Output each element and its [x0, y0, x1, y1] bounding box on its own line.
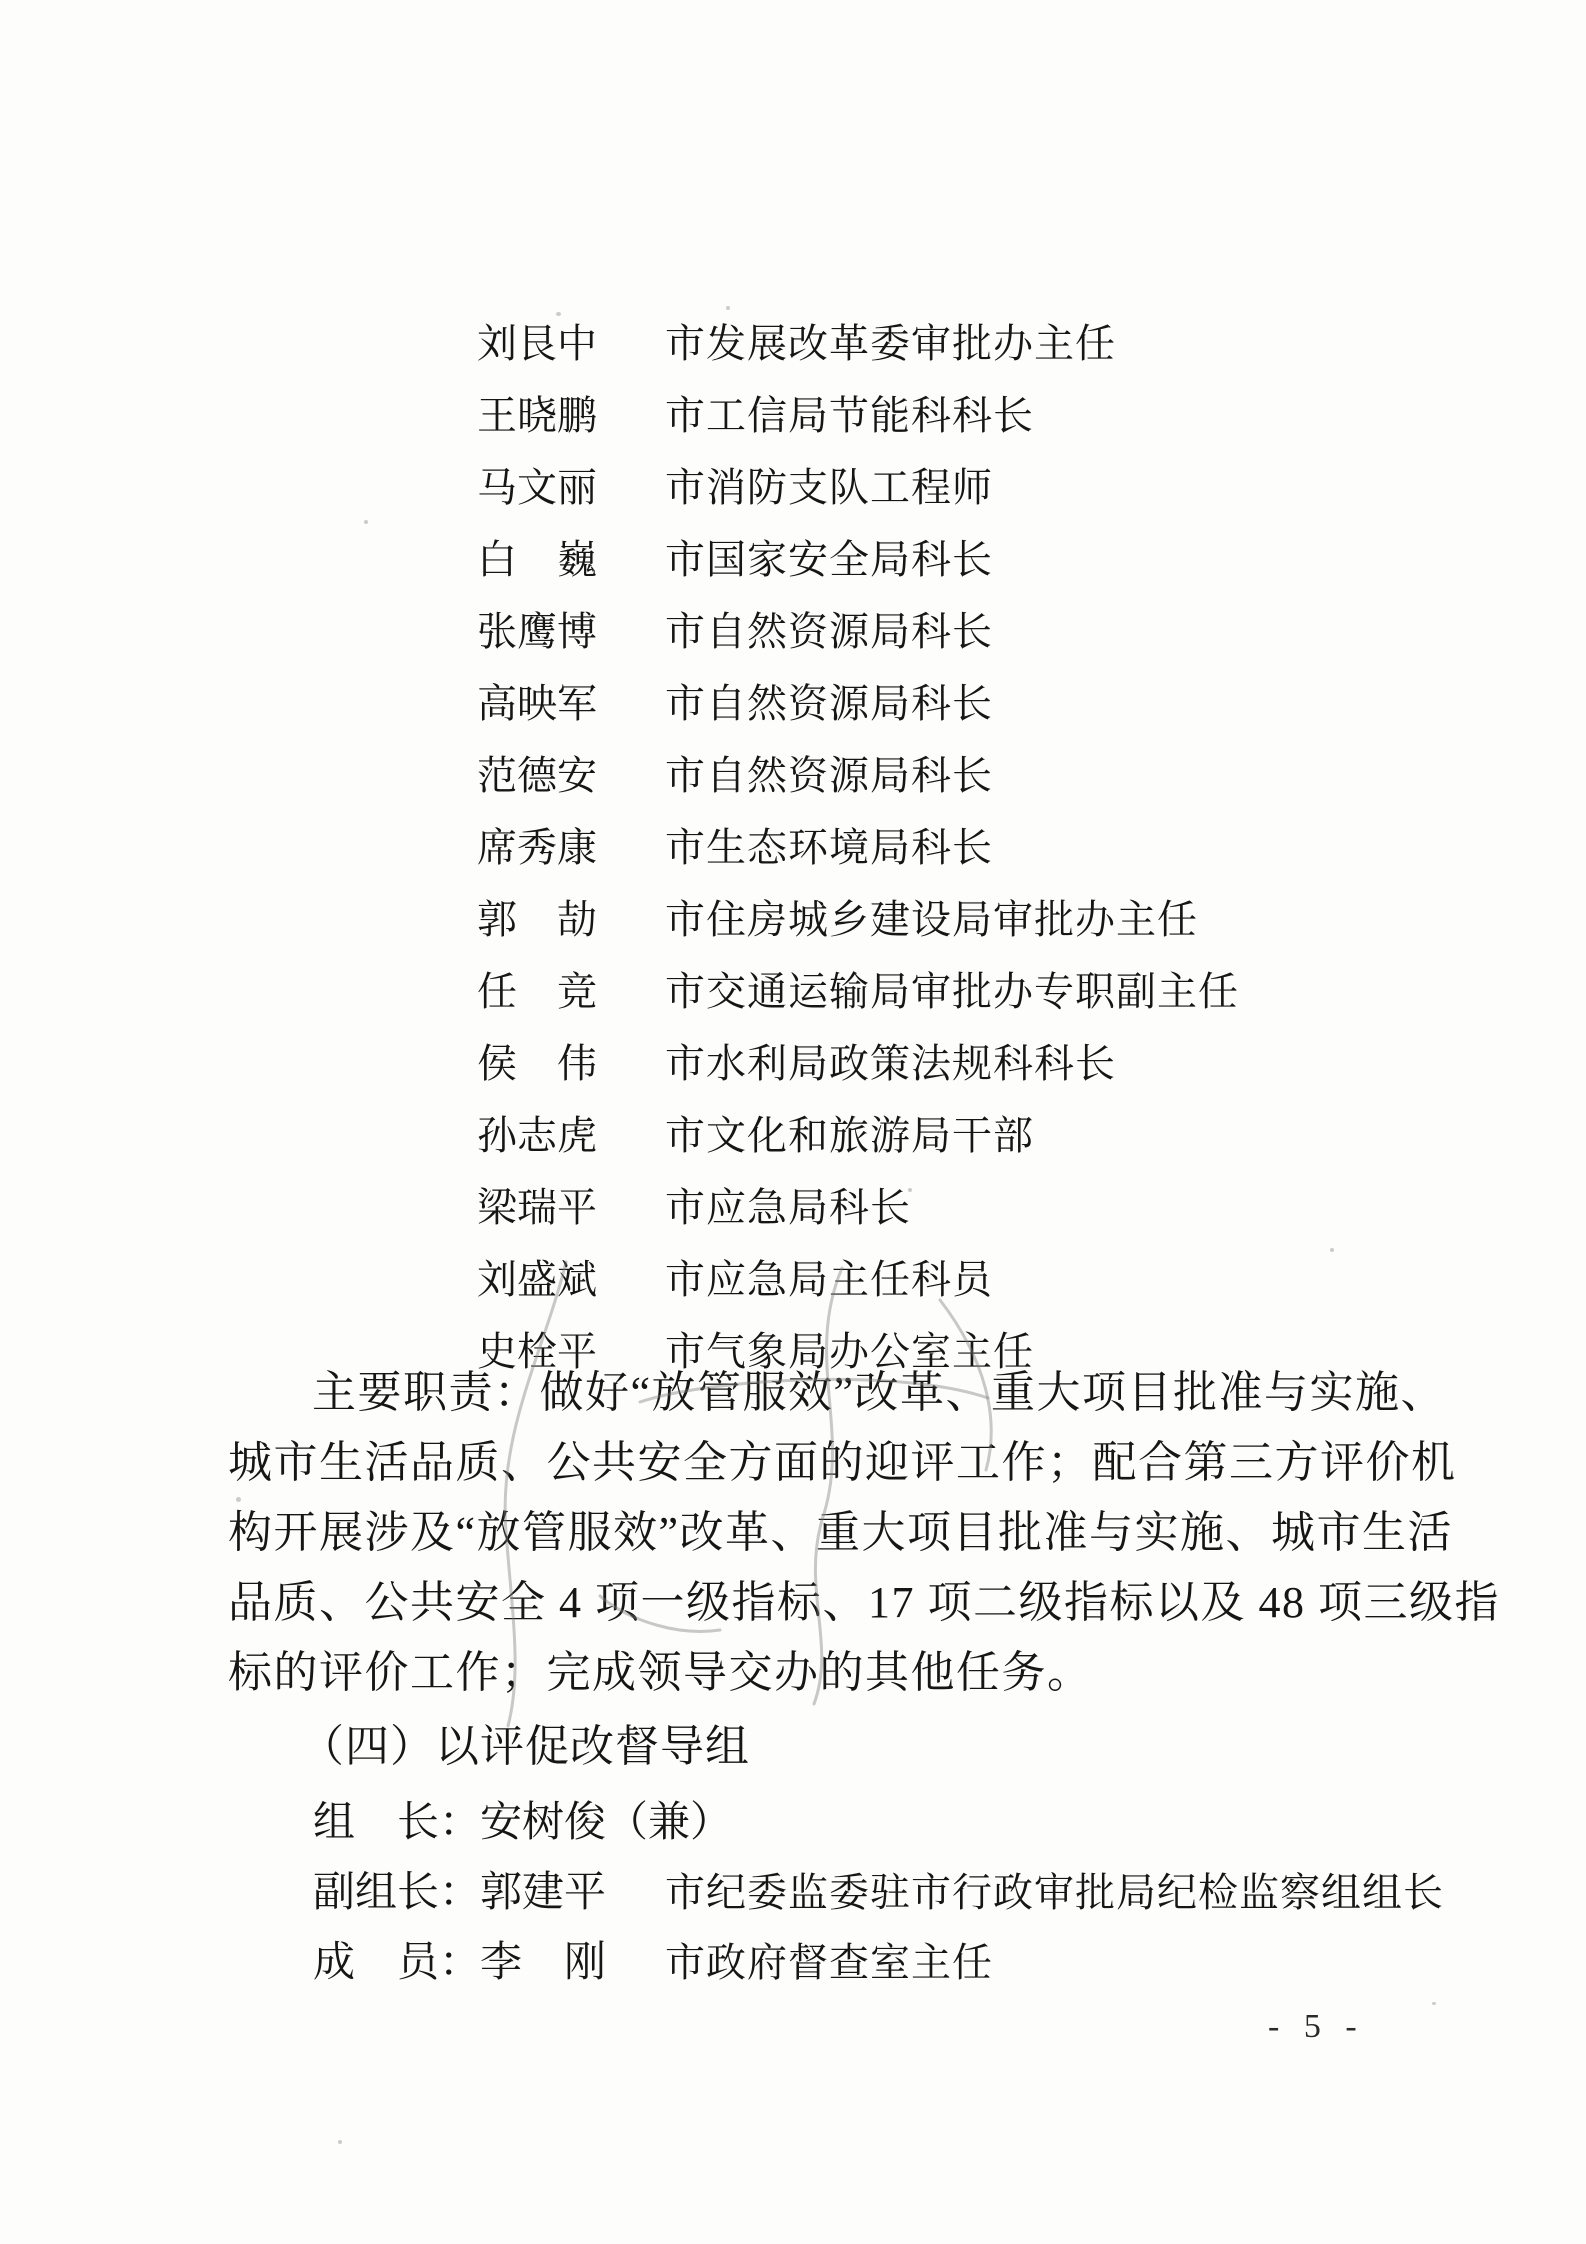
page-number: - 5 - — [1268, 2008, 1365, 2045]
member-name: 马文丽 — [477, 465, 597, 510]
section-heading: （四）以评促改督导组 — [300, 1722, 750, 1771]
member-title: 市应急局主任科员 — [665, 1257, 993, 1302]
member-title: 市气象局办公室主任 — [665, 1329, 1034, 1374]
member-name: 高映军 — [477, 681, 597, 726]
member-name: 范德安 — [477, 753, 597, 798]
roster-row — [477, 308, 1477, 380]
member-name: 刘艮中 — [477, 321, 597, 366]
deputy-label: 副组长： — [313, 1870, 482, 1916]
member-title: 市文化和旅游局干部 — [665, 1113, 1034, 1158]
roster-list — [477, 308, 1477, 1388]
roster-row — [477, 812, 1477, 884]
paragraph-line: 构开展涉及“放管服效”改革、重大项目批准与实施、城市生活 — [228, 1508, 1454, 1557]
member-title: 市交通运输局审批办专职副主任 — [665, 969, 1239, 1014]
member-name: 张鹰博 — [477, 609, 597, 654]
deputy-name: 郭建平 — [480, 1870, 607, 1916]
scan-speckle — [236, 1497, 241, 1502]
member-title: 市住房城乡建设局审批办主任 — [665, 897, 1198, 942]
scan-speckle — [364, 520, 368, 524]
member-title: 市工信局节能科科长 — [665, 393, 1034, 438]
member-title: 市消防支队工程师 — [665, 465, 993, 510]
paragraph-line: 城市生活品质、公共安全方面的迎评工作；配合第三方评价机 — [228, 1438, 1457, 1487]
group-deputy-row — [313, 1858, 1513, 1928]
group-member-row — [313, 1928, 1513, 1998]
roster-row — [477, 1028, 1477, 1100]
scan-speckle — [556, 312, 561, 316]
member-title: 市应急局科长 — [665, 1185, 911, 1230]
member-name: 侯 伟 — [477, 1041, 597, 1086]
member-title: 市自然资源局科长 — [665, 753, 993, 798]
roster-row — [477, 956, 1477, 1028]
member-name: 王晓鹏 — [477, 393, 597, 438]
scan-speckle — [338, 2140, 342, 2144]
paragraph-line: 标的评价工作；完成领导交办的其他任务。 — [228, 1648, 1093, 1697]
member-title: 市发展改革委审批办主任 — [665, 321, 1116, 366]
roster-row — [477, 1100, 1477, 1172]
member-name: 白 巍 — [477, 537, 597, 582]
roster-row — [477, 740, 1477, 812]
member-name: 刘盛斌 — [477, 1257, 597, 1302]
member-title: 市生态环境局科长 — [665, 825, 993, 870]
member-name: 任 竞 — [477, 969, 597, 1014]
leader-name: 安树俊（兼） — [480, 1800, 733, 1846]
member-row-title: 市政府督查室主任 — [665, 1940, 993, 1985]
member-row-label: 成 员： — [313, 1940, 482, 1986]
member-name: 史栓平 — [477, 1329, 597, 1374]
paragraph-line: 主要职责：做好“放管服效”改革、重大项目批准与实施、 — [312, 1368, 1447, 1417]
roster-row — [477, 596, 1477, 668]
scan-speckle — [1330, 1248, 1334, 1252]
leader-label: 组 长： — [313, 1800, 482, 1846]
roster-row — [477, 668, 1477, 740]
member-title: 市自然资源局科长 — [665, 681, 993, 726]
roster-row — [477, 1244, 1477, 1316]
deputy-title: 市纪委监委驻市行政审批局纪检监察组组长 — [665, 1870, 1444, 1915]
member-name: 梁瑞平 — [477, 1185, 597, 1230]
member-title: 市自然资源局科长 — [665, 609, 993, 654]
scan-speckle — [726, 306, 730, 310]
roster-row — [477, 452, 1477, 524]
group-leader-row — [313, 1788, 1513, 1858]
member-name: 席秀康 — [477, 825, 597, 870]
roster-row — [477, 524, 1477, 596]
scan-speckle — [908, 1188, 912, 1192]
member-row-name: 李 刚 — [480, 1940, 607, 1986]
member-name: 孙志虎 — [477, 1113, 597, 1158]
responsibilities-paragraph — [228, 1358, 1500, 1708]
roster-row — [477, 1172, 1477, 1244]
roster-row — [477, 884, 1477, 956]
member-title: 市国家安全局科长 — [665, 537, 993, 582]
scan-speckle — [1432, 2002, 1436, 2005]
paragraph-line: 品质、公共安全 4 项一级指标、17 项二级指标以及 48 项三级指 — [228, 1578, 1500, 1627]
roster-row — [477, 380, 1477, 452]
member-name: 郭 劼 — [477, 897, 597, 942]
supervision-group — [313, 1788, 1513, 1998]
member-title: 市水利局政策法规科科长 — [665, 1041, 1116, 1086]
